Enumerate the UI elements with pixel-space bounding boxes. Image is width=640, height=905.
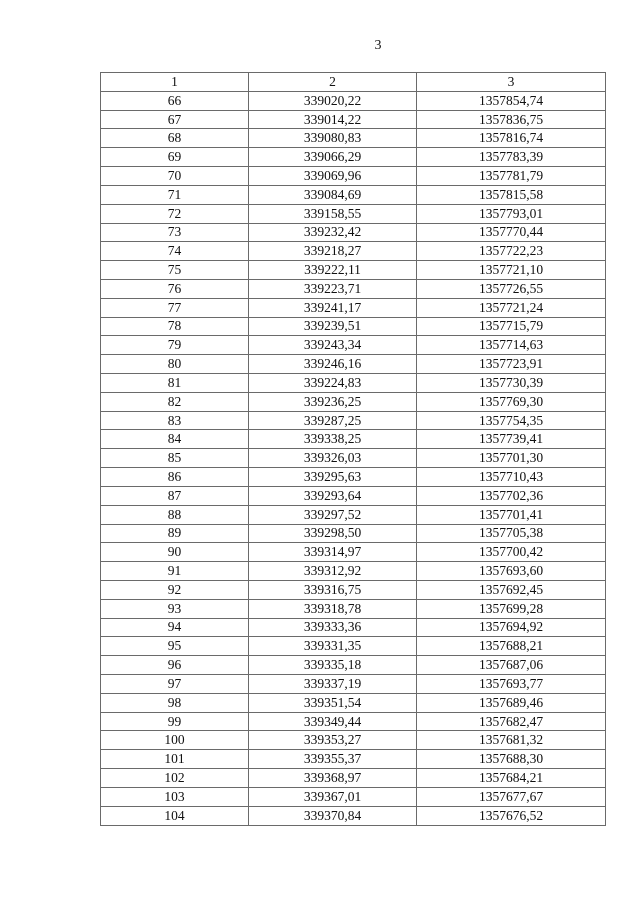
table-cell-column-1: 99	[101, 712, 249, 731]
table-cell-column-3: 1357726,55	[417, 279, 606, 298]
coordinates-table	[100, 72, 606, 826]
table-cell-column-1: 84	[101, 430, 249, 449]
table-cell-column-1: 78	[101, 317, 249, 336]
table-cell-column-2: 339338,25	[249, 430, 417, 449]
table-row	[101, 279, 606, 298]
table-cell-column-3: 1357687,06	[417, 656, 606, 675]
table-cell-column-1: 67	[101, 110, 249, 129]
table-cell-column-2: 339337,19	[249, 675, 417, 694]
table-row	[101, 750, 606, 769]
table-cell-column-1: 82	[101, 392, 249, 411]
table-row	[101, 486, 606, 505]
table-row	[101, 449, 606, 468]
table-row	[101, 374, 606, 393]
table-cell-column-1: 72	[101, 204, 249, 223]
table-cell-column-2: 339314,97	[249, 543, 417, 562]
table-cell-column-2: 339326,03	[249, 449, 417, 468]
table-cell-column-1: 80	[101, 355, 249, 374]
table-row	[101, 769, 606, 788]
table-cell-column-1: 74	[101, 242, 249, 261]
table-cell-column-3: 1357714,63	[417, 336, 606, 355]
table-cell-column-3: 1357793,01	[417, 204, 606, 223]
table-cell-column-1: 83	[101, 411, 249, 430]
table-cell-column-2: 339295,63	[249, 468, 417, 487]
table-header	[101, 73, 606, 92]
table-body	[101, 91, 606, 825]
table-cell-column-2: 339351,54	[249, 693, 417, 712]
header-cell-column-2: 2	[249, 73, 417, 92]
table-cell-column-2: 339355,37	[249, 750, 417, 769]
table-row	[101, 242, 606, 261]
table-cell-column-3: 1357816,74	[417, 129, 606, 148]
table-cell-column-1: 104	[101, 806, 249, 825]
table-cell-column-1: 85	[101, 449, 249, 468]
table-cell-column-2: 339318,78	[249, 599, 417, 618]
page-number: 3	[374, 38, 382, 53]
table-cell-column-1: 81	[101, 374, 249, 393]
table-row	[101, 261, 606, 280]
table-cell-column-3: 1357700,42	[417, 543, 606, 562]
table-cell-column-3: 1357854,74	[417, 91, 606, 110]
table-cell-column-1: 69	[101, 148, 249, 167]
table-cell-column-3: 1357836,75	[417, 110, 606, 129]
table-cell-column-2: 339316,75	[249, 580, 417, 599]
table-cell-column-2: 339241,17	[249, 298, 417, 317]
table-cell-column-1: 88	[101, 505, 249, 524]
table-cell-column-3: 1357815,58	[417, 185, 606, 204]
table-row	[101, 298, 606, 317]
table-cell-column-2: 339014,22	[249, 110, 417, 129]
table-cell-column-2: 339239,51	[249, 317, 417, 336]
table-cell-column-3: 1357676,52	[417, 806, 606, 825]
table-cell-column-3: 1357722,23	[417, 242, 606, 261]
table-cell-column-1: 79	[101, 336, 249, 355]
table-row	[101, 618, 606, 637]
table-cell-column-3: 1357721,10	[417, 261, 606, 280]
table-cell-column-2: 339367,01	[249, 787, 417, 806]
table-cell-column-1: 95	[101, 637, 249, 656]
table-cell-column-3: 1357694,92	[417, 618, 606, 637]
table-cell-column-3: 1357701,41	[417, 505, 606, 524]
table-row	[101, 110, 606, 129]
table-cell-column-2: 339066,29	[249, 148, 417, 167]
table-cell-column-3: 1357721,24	[417, 298, 606, 317]
table-cell-column-1: 75	[101, 261, 249, 280]
table-cell-column-1: 102	[101, 769, 249, 788]
table-cell-column-2: 339293,64	[249, 486, 417, 505]
table-cell-column-1: 103	[101, 787, 249, 806]
table-cell-column-1: 94	[101, 618, 249, 637]
table-cell-column-3: 1357739,41	[417, 430, 606, 449]
table-row	[101, 656, 606, 675]
table-row	[101, 91, 606, 110]
table-row	[101, 204, 606, 223]
table-cell-column-1: 89	[101, 524, 249, 543]
table-row	[101, 317, 606, 336]
table-cell-column-3: 1357723,91	[417, 355, 606, 374]
table-row	[101, 336, 606, 355]
table-row	[101, 167, 606, 186]
table-cell-column-1: 100	[101, 731, 249, 750]
table-row	[101, 806, 606, 825]
table-cell-column-2: 339353,27	[249, 731, 417, 750]
table-cell-column-3: 1357769,30	[417, 392, 606, 411]
table-cell-column-1: 92	[101, 580, 249, 599]
table-cell-column-2: 339287,25	[249, 411, 417, 430]
table-cell-column-2: 339232,42	[249, 223, 417, 242]
table-cell-column-1: 93	[101, 599, 249, 618]
table-cell-column-3: 1357754,35	[417, 411, 606, 430]
table-cell-column-1: 91	[101, 562, 249, 581]
table-cell-column-2: 339222,11	[249, 261, 417, 280]
table-cell-column-3: 1357701,30	[417, 449, 606, 468]
table-cell-column-3: 1357689,46	[417, 693, 606, 712]
table-row	[101, 675, 606, 694]
table-cell-column-1: 68	[101, 129, 249, 148]
table-cell-column-2: 339223,71	[249, 279, 417, 298]
table-cell-column-3: 1357715,79	[417, 317, 606, 336]
table-row	[101, 562, 606, 581]
table-cell-column-3: 1357682,47	[417, 712, 606, 731]
table-row	[101, 129, 606, 148]
table-cell-column-2: 339312,92	[249, 562, 417, 581]
table-cell-column-2: 339080,83	[249, 129, 417, 148]
table-cell-column-2: 339158,55	[249, 204, 417, 223]
table-row	[101, 712, 606, 731]
table-cell-column-2: 339069,96	[249, 167, 417, 186]
table-cell-column-2: 339243,34	[249, 336, 417, 355]
table-row	[101, 148, 606, 167]
table-cell-column-3: 1357681,32	[417, 731, 606, 750]
table-cell-column-1: 97	[101, 675, 249, 694]
table-cell-column-3: 1357693,77	[417, 675, 606, 694]
table-cell-column-2: 339349,44	[249, 712, 417, 731]
table-row	[101, 637, 606, 656]
table-row	[101, 731, 606, 750]
table-cell-column-1: 87	[101, 486, 249, 505]
table-cell-column-3: 1357783,39	[417, 148, 606, 167]
table-cell-column-3: 1357730,39	[417, 374, 606, 393]
table-cell-column-3: 1357702,36	[417, 486, 606, 505]
header-cell-column-3: 3	[417, 73, 606, 92]
table-cell-column-2: 339335,18	[249, 656, 417, 675]
table-row	[101, 580, 606, 599]
table-cell-column-2: 339370,84	[249, 806, 417, 825]
table-cell-column-2: 339236,25	[249, 392, 417, 411]
table-row	[101, 392, 606, 411]
table-cell-column-1: 77	[101, 298, 249, 317]
table-cell-column-2: 339020,22	[249, 91, 417, 110]
table-cell-column-1: 70	[101, 167, 249, 186]
table-cell-column-2: 339297,52	[249, 505, 417, 524]
table-row	[101, 185, 606, 204]
table-row	[101, 223, 606, 242]
table-cell-column-3: 1357710,43	[417, 468, 606, 487]
table-cell-column-3: 1357692,45	[417, 580, 606, 599]
table-row	[101, 430, 606, 449]
table-cell-column-1: 73	[101, 223, 249, 242]
table-cell-column-3: 1357781,79	[417, 167, 606, 186]
table-row	[101, 468, 606, 487]
table-cell-column-3: 1357693,60	[417, 562, 606, 581]
table-cell-column-3: 1357684,21	[417, 769, 606, 788]
header-row	[101, 73, 606, 92]
table-cell-column-2: 339368,97	[249, 769, 417, 788]
table-cell-column-3: 1357770,44	[417, 223, 606, 242]
table-cell-column-1: 90	[101, 543, 249, 562]
header-cell-column-1: 1	[101, 73, 249, 92]
table-cell-column-2: 339224,83	[249, 374, 417, 393]
table-cell-column-1: 96	[101, 656, 249, 675]
table-cell-column-1: 71	[101, 185, 249, 204]
table-cell-column-3: 1357688,30	[417, 750, 606, 769]
table-cell-column-1: 98	[101, 693, 249, 712]
table-row	[101, 524, 606, 543]
table-cell-column-1: 76	[101, 279, 249, 298]
table-row	[101, 599, 606, 618]
table-cell-column-2: 339084,69	[249, 185, 417, 204]
table-row	[101, 411, 606, 430]
table-cell-column-3: 1357688,21	[417, 637, 606, 656]
table-cell-column-2: 339218,27	[249, 242, 417, 261]
table-cell-column-3: 1357705,38	[417, 524, 606, 543]
table-cell-column-3: 1357677,67	[417, 787, 606, 806]
table-cell-column-2: 339331,35	[249, 637, 417, 656]
table-cell-column-2: 339246,16	[249, 355, 417, 374]
table-row	[101, 543, 606, 562]
table-cell-column-2: 339298,50	[249, 524, 417, 543]
table-cell-column-1: 86	[101, 468, 249, 487]
table-row	[101, 505, 606, 524]
table-cell-column-2: 339333,36	[249, 618, 417, 637]
table-row	[101, 787, 606, 806]
table-row	[101, 693, 606, 712]
table-row	[101, 355, 606, 374]
table-cell-column-1: 66	[101, 91, 249, 110]
table-cell-column-1: 101	[101, 750, 249, 769]
table-cell-column-3: 1357699,28	[417, 599, 606, 618]
